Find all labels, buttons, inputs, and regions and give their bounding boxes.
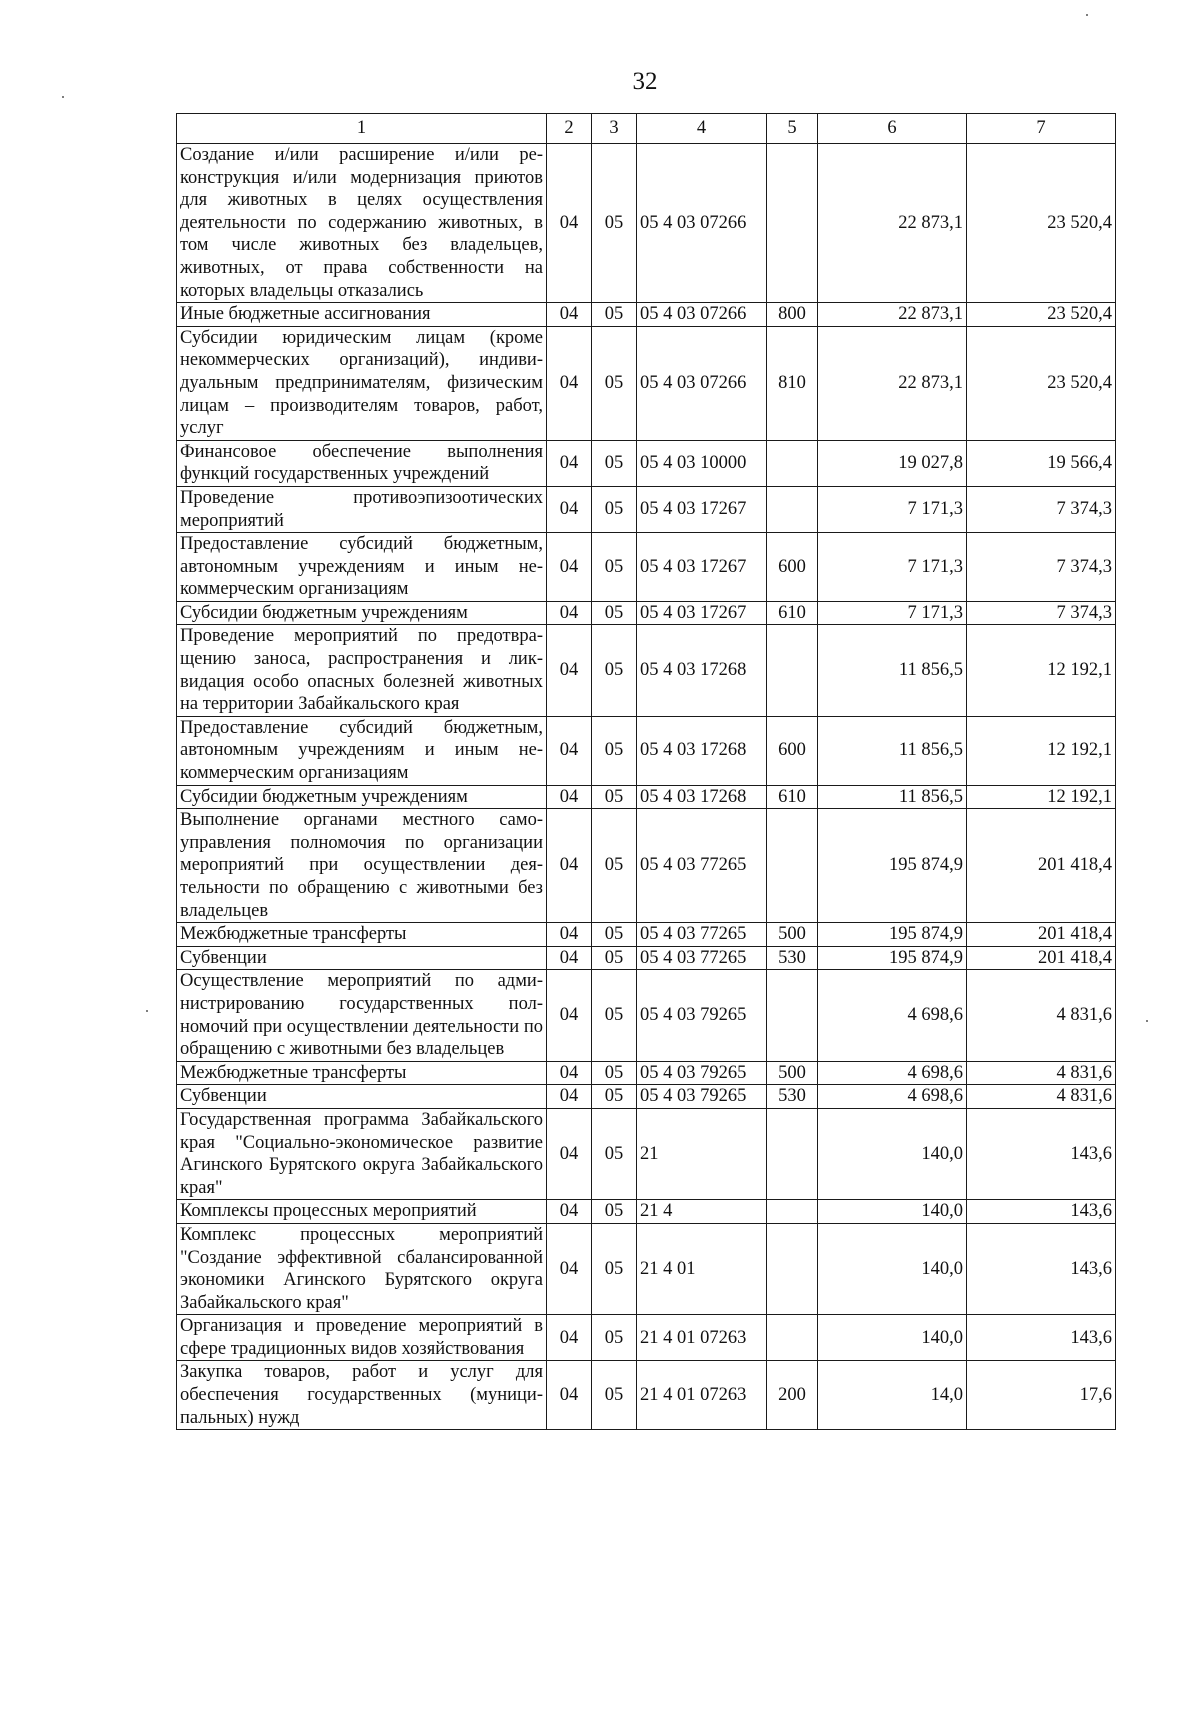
table-row: [177, 1315, 1116, 1361]
expense-type-cell: 610: [767, 785, 818, 809]
scan-speck: [1146, 1020, 1148, 1022]
amount-year1-cell: 7 171,3: [818, 486, 967, 532]
subsection-code-cell: 05: [592, 923, 637, 947]
amount-year2-cell: 19 566,4: [967, 440, 1116, 486]
table-row: [177, 601, 1116, 625]
table-row: [177, 716, 1116, 785]
section-code-cell: 04: [547, 533, 592, 602]
target-article-cell: 05 4 03 17267: [637, 486, 767, 532]
amount-year1-cell: 7 171,3: [818, 601, 967, 625]
amount-year1-cell: 22 873,1: [818, 326, 967, 440]
row-name-cell: Комплексы процессных мероприятий: [177, 1200, 547, 1224]
amount-year2-cell: 23 520,4: [967, 144, 1116, 303]
expense-type-cell: 600: [767, 533, 818, 602]
header-cell-3: 3: [592, 114, 637, 144]
table-row: [177, 303, 1116, 327]
target-article-cell: 05 4 03 17267: [637, 601, 767, 625]
subsection-code-cell: 05: [592, 946, 637, 970]
target-article-cell: 05 4 03 77265: [637, 809, 767, 923]
table-row: [177, 144, 1116, 303]
row-name-cell: Предоставление субсидий бюджетным, автономным учреждениям и иным некоммерческим организациям: [177, 716, 547, 785]
amount-year2-cell: 7 374,3: [967, 486, 1116, 532]
page-number: 32: [632, 68, 658, 95]
expense-type-cell: [767, 809, 818, 923]
table-body: [177, 114, 1116, 1430]
subsection-code-cell: 05: [592, 533, 637, 602]
section-code-cell: 04: [547, 809, 592, 923]
subsection-code-cell: 05: [592, 1061, 637, 1085]
subsection-code-cell: 05: [592, 303, 637, 327]
subsection-code-cell: 05: [592, 716, 637, 785]
section-code-cell: 04: [547, 785, 592, 809]
row-name-cell: Субвенции: [177, 1085, 547, 1109]
table-row: [177, 1223, 1116, 1314]
section-code-cell: 04: [547, 326, 592, 440]
target-article-cell: 05 4 03 07266: [637, 144, 767, 303]
target-article-cell: 05 4 03 17267: [637, 533, 767, 602]
table-row: [177, 970, 1116, 1061]
expense-type-cell: 530: [767, 1085, 818, 1109]
target-article-cell: 21 4 01: [637, 1223, 767, 1314]
target-article-cell: 21 4: [637, 1200, 767, 1224]
table-row: [177, 923, 1116, 947]
table-row: [177, 946, 1116, 970]
expense-type-cell: [767, 1223, 818, 1314]
section-code-cell: 04: [547, 1200, 592, 1224]
amount-year1-cell: 4 698,6: [818, 970, 967, 1061]
target-article-cell: 05 4 03 77265: [637, 946, 767, 970]
table-row: [177, 533, 1116, 602]
table-row: [177, 1085, 1116, 1109]
row-name-cell: Организация и проведение мероприятий в сфере традиционных видов хозяйствования: [177, 1315, 547, 1361]
amount-year2-cell: 7 374,3: [967, 533, 1116, 602]
row-name-cell: Иные бюджетные ассигнования: [177, 303, 547, 327]
expense-type-cell: [767, 440, 818, 486]
subsection-code-cell: 05: [592, 970, 637, 1061]
target-article-cell: 05 4 03 10000: [637, 440, 767, 486]
amount-year1-cell: 14,0: [818, 1361, 967, 1430]
target-article-cell: 05 4 03 77265: [637, 923, 767, 947]
amount-year1-cell: 11 856,5: [818, 716, 967, 785]
amount-year2-cell: 12 192,1: [967, 625, 1116, 716]
section-code-cell: 04: [547, 440, 592, 486]
amount-year2-cell: 12 192,1: [967, 716, 1116, 785]
table-row: [177, 785, 1116, 809]
target-article-cell: 05 4 03 79265: [637, 1061, 767, 1085]
amount-year1-cell: 11 856,5: [818, 625, 967, 716]
expense-type-cell: [767, 625, 818, 716]
section-code-cell: 04: [547, 716, 592, 785]
section-code-cell: 04: [547, 601, 592, 625]
amount-year1-cell: 140,0: [818, 1200, 967, 1224]
section-code-cell: 04: [547, 970, 592, 1061]
amount-year2-cell: 201 418,4: [967, 946, 1116, 970]
target-article-cell: 05 4 03 17268: [637, 785, 767, 809]
header-cell-6: 6: [818, 114, 967, 144]
expense-type-cell: 500: [767, 1061, 818, 1085]
amount-year1-cell: 140,0: [818, 1108, 967, 1199]
subsection-code-cell: 05: [592, 486, 637, 532]
section-code-cell: 04: [547, 1061, 592, 1085]
amount-year2-cell: 201 418,4: [967, 809, 1116, 923]
amount-year2-cell: 201 418,4: [967, 923, 1116, 947]
amount-year2-cell: 4 831,6: [967, 1061, 1116, 1085]
row-name-cell: Проведение мероприятий по предотвращению заноса, распространения и ликвидация особо опасных болезней животных на территории Забайкальского края: [177, 625, 547, 716]
subsection-code-cell: 05: [592, 440, 637, 486]
scan-speck: [1086, 14, 1088, 16]
expense-type-cell: [767, 486, 818, 532]
row-name-cell: Финансовое обеспечение выполнения функций государственных учреждений: [177, 440, 547, 486]
subsection-code-cell: 05: [592, 1315, 637, 1361]
expense-type-cell: 610: [767, 601, 818, 625]
scan-speck: [62, 96, 64, 98]
table-row: [177, 1061, 1116, 1085]
row-name-cell: Межбюджетные трансферты: [177, 923, 547, 947]
amount-year1-cell: 4 698,6: [818, 1085, 967, 1109]
expense-type-cell: [767, 144, 818, 303]
amount-year1-cell: 140,0: [818, 1223, 967, 1314]
amount-year2-cell: 4 831,6: [967, 1085, 1116, 1109]
expense-type-cell: [767, 1108, 818, 1199]
section-code-cell: 04: [547, 923, 592, 947]
amount-year1-cell: 22 873,1: [818, 144, 967, 303]
table-row: [177, 625, 1116, 716]
row-name-cell: Государственная программа Забайкальского края "Социально-экономическое развитие Агинского Бурятского округа Забайкальского края": [177, 1108, 547, 1199]
section-code-cell: 04: [547, 946, 592, 970]
row-name-cell: Субсидии бюджетным учреждениям: [177, 785, 547, 809]
amount-year2-cell: 17,6: [967, 1361, 1116, 1430]
section-code-cell: 04: [547, 625, 592, 716]
amount-year1-cell: 140,0: [818, 1315, 967, 1361]
amount-year2-cell: 23 520,4: [967, 326, 1116, 440]
header-cell-5: 5: [767, 114, 818, 144]
row-name-cell: Осуществление мероприятий по администрированию государственных полномочий при осуществлении деятельности по обращению с животными без владельцев: [177, 970, 547, 1061]
expense-type-cell: 800: [767, 303, 818, 327]
header-cell-2: 2: [547, 114, 592, 144]
target-article-cell: 21 4 01 07263: [637, 1361, 767, 1430]
table-row: [177, 440, 1116, 486]
expense-type-cell: 500: [767, 923, 818, 947]
subsection-code-cell: 05: [592, 625, 637, 716]
amount-year1-cell: 195 874,9: [818, 809, 967, 923]
section-code-cell: 04: [547, 1108, 592, 1199]
budget-table: [176, 113, 1116, 1430]
amount-year2-cell: 23 520,4: [967, 303, 1116, 327]
target-article-cell: 21 4 01 07263: [637, 1315, 767, 1361]
amount-year2-cell: 7 374,3: [967, 601, 1116, 625]
table-row: [177, 809, 1116, 923]
subsection-code-cell: 05: [592, 1108, 637, 1199]
row-name-cell: Предоставление субсидий бюджетным, автономным учреждениям и иным некоммерческим организациям: [177, 533, 547, 602]
table-row: [177, 1108, 1116, 1199]
expense-type-cell: [767, 1200, 818, 1224]
table-row: [177, 1361, 1116, 1430]
section-code-cell: 04: [547, 1315, 592, 1361]
row-name-cell: Закупка товаров, работ и услуг для обеспечения государственных (муниципальных) нужд: [177, 1361, 547, 1430]
target-article-cell: 05 4 03 17268: [637, 625, 767, 716]
row-name-cell: Проведение противоэпизоотических мероприятий: [177, 486, 547, 532]
amount-year2-cell: 143,6: [967, 1315, 1116, 1361]
expense-type-cell: [767, 1315, 818, 1361]
expense-type-cell: [767, 970, 818, 1061]
target-article-cell: 05 4 03 07266: [637, 303, 767, 327]
amount-year2-cell: 143,6: [967, 1108, 1116, 1199]
expense-type-cell: 600: [767, 716, 818, 785]
subsection-code-cell: 05: [592, 1200, 637, 1224]
row-name-cell: Субвенции: [177, 946, 547, 970]
amount-year1-cell: 195 874,9: [818, 946, 967, 970]
amount-year1-cell: 4 698,6: [818, 1061, 967, 1085]
row-name-cell: Субсидии юридическим лицам (кроме некоммерческих организаций), индивидуальным предпринимателям, физическим лицам – производителям товаров, работ, услуг: [177, 326, 547, 440]
amount-year1-cell: 7 171,3: [818, 533, 967, 602]
amount-year1-cell: 22 873,1: [818, 303, 967, 327]
scan-speck: [146, 1010, 148, 1012]
header-cell-4: 4: [637, 114, 767, 144]
amount-year1-cell: 11 856,5: [818, 785, 967, 809]
table-row: [177, 1200, 1116, 1224]
section-code-cell: 04: [547, 486, 592, 532]
amount-year2-cell: 143,6: [967, 1200, 1116, 1224]
subsection-code-cell: 05: [592, 1223, 637, 1314]
target-article-cell: 05 4 03 79265: [637, 970, 767, 1061]
header-cell-1: 1: [177, 114, 547, 144]
row-name-cell: Создание и/или расширение и/или реконструкция и/или модернизация приютов для животных в целях осуществления деятельности по содержанию животных, в том числе животных без владельцев, животных, от права собственности на которых владельцы отказались: [177, 144, 547, 303]
section-code-cell: 04: [547, 1361, 592, 1430]
target-article-cell: 05 4 03 17268: [637, 716, 767, 785]
target-article-cell: 05 4 03 79265: [637, 1085, 767, 1109]
header-cell-7: 7: [967, 114, 1116, 144]
section-code-cell: 04: [547, 1223, 592, 1314]
row-name-cell: Межбюджетные трансферты: [177, 1061, 547, 1085]
expense-type-cell: 200: [767, 1361, 818, 1430]
subsection-code-cell: 05: [592, 785, 637, 809]
section-code-cell: 04: [547, 303, 592, 327]
amount-year2-cell: 4 831,6: [967, 970, 1116, 1061]
subsection-code-cell: 05: [592, 144, 637, 303]
section-code-cell: 04: [547, 1085, 592, 1109]
row-name-cell: Комплекс процессных мероприятий "Создание эффективной сбалансированной экономики Агинского Бурятского округа Забайкальского края": [177, 1223, 547, 1314]
table-row: [177, 486, 1116, 532]
target-article-cell: 21: [637, 1108, 767, 1199]
expense-type-cell: 530: [767, 946, 818, 970]
subsection-code-cell: 05: [592, 809, 637, 923]
section-code-cell: 04: [547, 144, 592, 303]
table-row: [177, 326, 1116, 440]
amount-year1-cell: 19 027,8: [818, 440, 967, 486]
row-name-cell: Субсидии бюджетным учреждениям: [177, 601, 547, 625]
subsection-code-cell: 05: [592, 1361, 637, 1430]
target-article-cell: 05 4 03 07266: [637, 326, 767, 440]
header-row: [177, 114, 1116, 144]
subsection-code-cell: 05: [592, 1085, 637, 1109]
subsection-code-cell: 05: [592, 326, 637, 440]
amount-year2-cell: 143,6: [967, 1223, 1116, 1314]
row-name-cell: Выполнение органами местного самоуправления полномочия по организации мероприятий при осуществлении деятельности по обращению с животными без владельцев: [177, 809, 547, 923]
amount-year1-cell: 195 874,9: [818, 923, 967, 947]
expense-type-cell: 810: [767, 326, 818, 440]
subsection-code-cell: 05: [592, 601, 637, 625]
amount-year2-cell: 12 192,1: [967, 785, 1116, 809]
